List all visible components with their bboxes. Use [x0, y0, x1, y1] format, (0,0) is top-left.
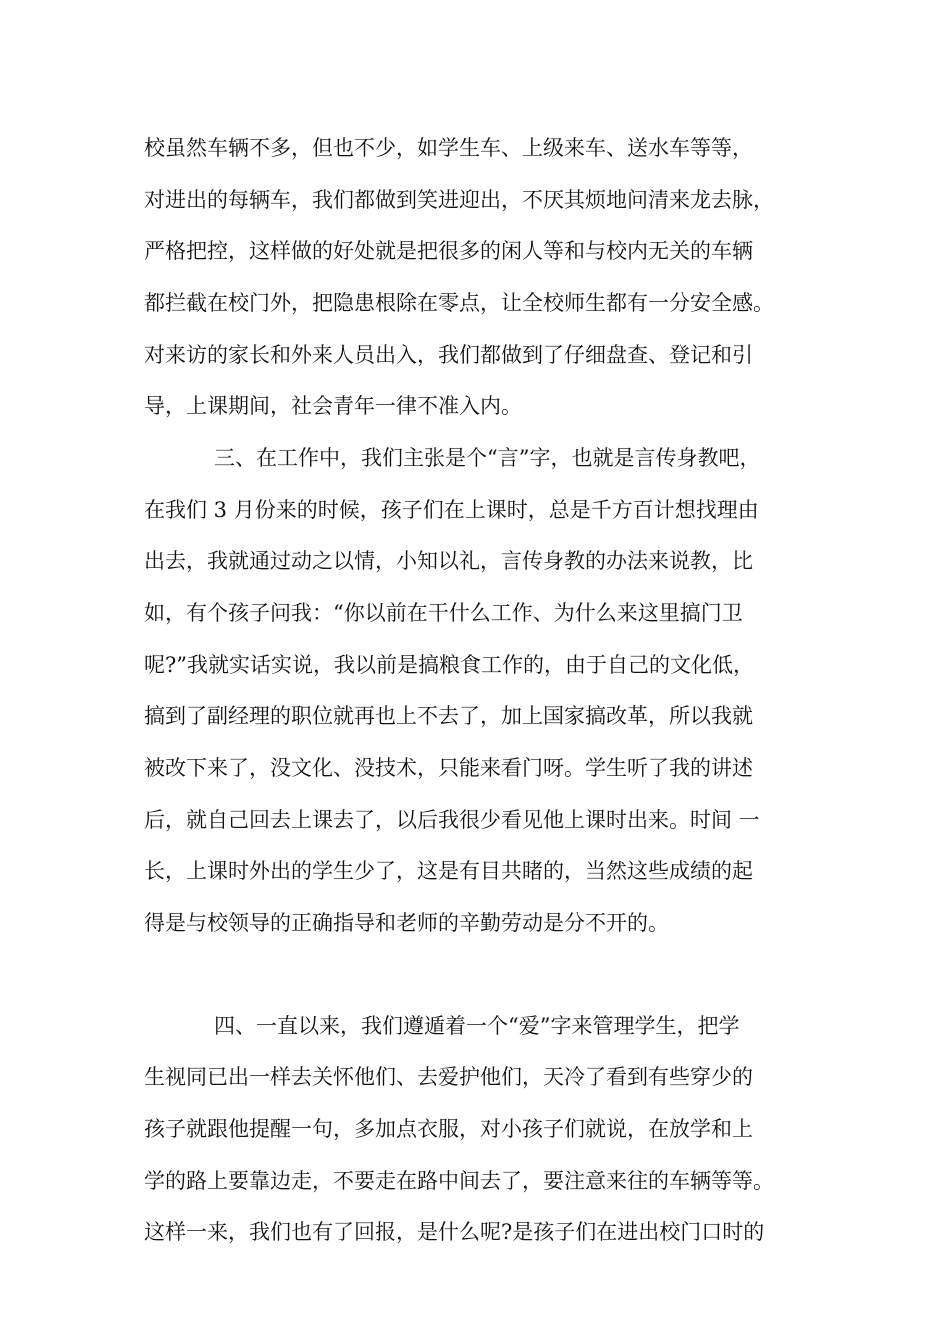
- text-line: 严格把控，这样做的好处就是把很多的闲人等和与校内无关的车辆: [144, 239, 753, 263]
- text-line: 孩子就跟他提醒一句，多加点衣服，对小孩子们就说，在放学和上: [144, 1117, 753, 1141]
- text-line: 搞到了副经理的职位就再也上不去了，加上国家搞改革，所以我就: [144, 704, 753, 728]
- text-line: 在我们 3 月份来的时候，孩子们在上课时，总是千方百计想找理由: [144, 498, 759, 522]
- text-line: 呢?”我就实话实说，我以前是搞粮食工作的，由于自己的文化低，: [144, 653, 754, 677]
- text-line: 如，有个孩子问我：“你以前在干什么工作、为什么来这里搞门卫: [144, 601, 743, 625]
- text-line: 这样一来，我们也有了回报，是什么呢?是孩子们在进出校门口时的: [144, 1220, 765, 1244]
- text-line: 出去，我就通过动之以情，小知以礼，言传身教的办法来说教，比: [144, 549, 753, 573]
- text-line: 被改下来了，没文化、没技术，只能来看门呀。学生听了我的讲述: [144, 756, 753, 780]
- text-line: 生视同已出一样去关怀他们、去爱护他们，天冷了看到有些穿少的: [144, 1065, 753, 1089]
- text-line: 后，就自己回去上课去了，以后我很少看见他上课时出来。时间 一: [144, 808, 760, 832]
- text-line: 都拦截在校门外，把隐患根除在零点，让全校师生都有一分安全感。: [144, 291, 774, 315]
- text-line: 学的路上要靠边走，不要走在路中间去了，要注意来往的车辆等等。: [144, 1169, 774, 1193]
- text-line: 导，上课期间，社会青年一律不准入内。: [144, 394, 522, 418]
- text-line: 对进出的每辆车，我们都做到笑进迎出，不厌其烦地问清来龙去脉，: [144, 188, 774, 212]
- text-line: 对来访的家长和外来人员出入，我们都做到了仔细盘查、登记和引: [144, 343, 753, 367]
- text-line: 长，上课时外出的学生少了，这是有目共睹的，当然这些成绩的起: [144, 859, 753, 883]
- paragraph-4-start: 四、一直以来，我们遵遁着一个“爱”字来管理学生，把学: [214, 1014, 740, 1038]
- paragraph-3-start: 三、在工作中，我们主张是个“言”字，也就是言传身教吧，: [214, 446, 761, 470]
- text-line: 校虽然车辆不多，但也不少，如学生车、上级来车、送水车等等，: [144, 136, 753, 160]
- text-line: 得是与校领导的正确指导和老师的辛勤劳动是分不开的。: [144, 911, 669, 935]
